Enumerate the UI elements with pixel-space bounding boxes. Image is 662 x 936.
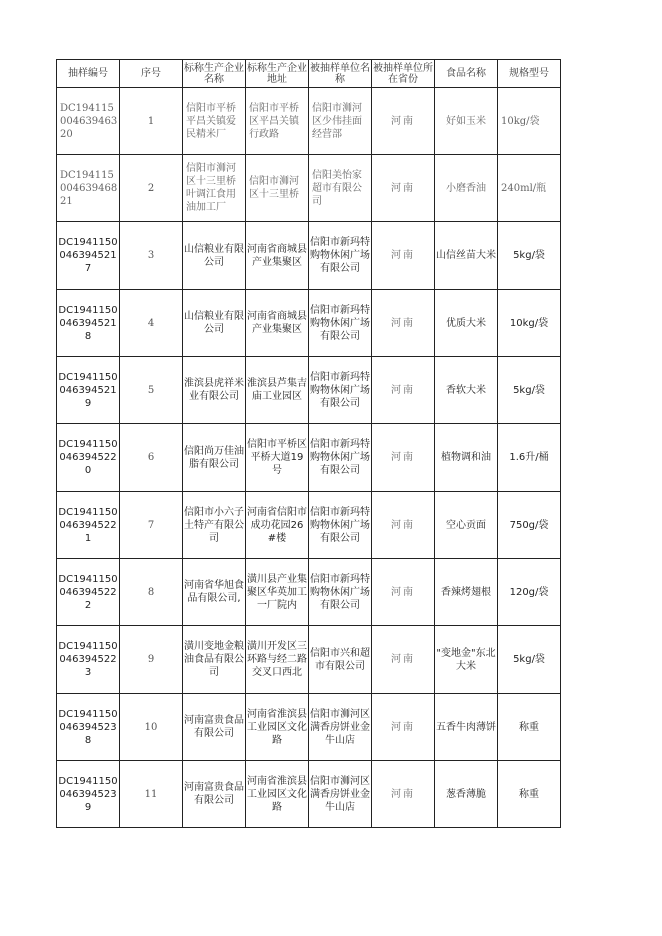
spec-cell: 120g/袋 [498, 559, 561, 626]
food-name-cell: 优质大米 [435, 290, 498, 357]
header-seq: 序号 [120, 60, 183, 88]
header-maker: 标称生产企业名称 [183, 60, 246, 88]
spec-cell: 5kg/袋 [498, 626, 561, 694]
maker-address-cell: 河南省淮滨县工业园区文化路 [246, 761, 309, 828]
seq-cell: 8 [120, 559, 183, 626]
seq-cell: 1 [120, 88, 183, 155]
table-row [57, 492, 561, 559]
table-row [57, 761, 561, 828]
seq-cell: 6 [120, 424, 183, 492]
sampled-unit-cell: 信阳美怡家超市有限公司 [309, 155, 372, 222]
food-name-cell: 植物调和油 [435, 424, 498, 492]
maker-cell: 信阳市浉河区十三里桥叶调江食用油加工厂 [183, 155, 246, 222]
header-sampled-unit: 被抽样单位名称 [309, 60, 372, 88]
seq-cell: 2 [120, 155, 183, 222]
sample-code-cell: DC1941150 0463945239 [57, 761, 120, 828]
spec-cell: 750g/袋 [498, 492, 561, 559]
province-cell: 河南 [372, 424, 435, 492]
table-row [57, 424, 561, 492]
spec-cell: 称重 [498, 694, 561, 761]
sampled-unit-cell: 信阳市兴和超市有限公司 [309, 626, 372, 694]
food-name-cell: 五香牛肉薄饼 [435, 694, 498, 761]
sample-code-cell: DC194115004639463 20 [57, 88, 120, 155]
seq-cell: 9 [120, 626, 183, 694]
table-row [57, 626, 561, 694]
sample-code-cell: DC1941150 0463945223 [57, 626, 120, 694]
maker-address-cell: 河南省淮滨县工业园区文化路 [246, 694, 309, 761]
table-row [57, 357, 561, 424]
spec-cell: 1.6升/桶 [498, 424, 561, 492]
maker-cell: 河南富贵食品有限公司 [183, 761, 246, 828]
food-name-cell: 葱香薄脆 [435, 761, 498, 828]
food-name-cell: 小磨香油 [435, 155, 498, 222]
sample-code-cell: DC1941150 0463945238 [57, 694, 120, 761]
maker-address-cell: 信阳市浉河区十三里桥 [246, 155, 309, 222]
food-name-cell: 好如玉米 [435, 88, 498, 155]
province-cell: 河南 [372, 357, 435, 424]
maker-cell: 淮滨县虎祥米业有限公司 [183, 357, 246, 424]
sampled-unit-cell: 信阳市浉河区满香房饼业金牛山店 [309, 694, 372, 761]
seq-cell: 11 [120, 761, 183, 828]
sampled-unit-cell: 信阳市浉河区满香房饼业金牛山店 [309, 761, 372, 828]
header-maker-address: 标称生产企业地址 [246, 60, 309, 88]
maker-cell: 信阳市小六子土特产有限公司 [183, 492, 246, 559]
header-province: 被抽样单位所在省份 [372, 60, 435, 88]
sampled-unit-cell: 信阳市新玛特购物休闲广场有限公司 [309, 222, 372, 290]
maker-cell: 信阳市平桥平昌关镇爱民精米厂 [183, 88, 246, 155]
sample-code-cell: DC1941150 0463945218 [57, 290, 120, 357]
seq-cell: 3 [120, 222, 183, 290]
table-row [57, 222, 561, 290]
maker-address-cell: 潢川县产业集聚区华英加工一厂院内 [246, 559, 309, 626]
province-cell: 河南 [372, 559, 435, 626]
maker-cell: 河南省华旭食品有限公司, [183, 559, 246, 626]
header-sample-code: 抽样编号 [57, 60, 120, 88]
spec-cell: 5kg/袋 [498, 357, 561, 424]
table-row [57, 290, 561, 357]
maker-address-cell: 潢川开发区三环路与经二路交叉口西北 [246, 626, 309, 694]
province-cell: 河南 [372, 761, 435, 828]
table-row [57, 694, 561, 761]
table-row [57, 88, 561, 155]
food-name-cell: 香辣烤翅根 [435, 559, 498, 626]
sample-code-cell: DC1941150 0463945222 [57, 559, 120, 626]
seq-cell: 7 [120, 492, 183, 559]
maker-address-cell: 信阳市平桥区平昌关镇行政路 [246, 88, 309, 155]
maker-address-cell: 河南省商城县产业集聚区 [246, 222, 309, 290]
province-cell: 河南 [372, 222, 435, 290]
sample-code-cell: DC194115004639468 21 [57, 155, 120, 222]
sample-code-cell: DC1941150 0463945220 [57, 424, 120, 492]
maker-cell: 山信粮业有限公司 [183, 290, 246, 357]
maker-address-cell: 信阳市平桥区平桥大道19号 [246, 424, 309, 492]
province-cell: 河南 [372, 290, 435, 357]
sampled-unit-cell: 信阳市浉河区少伟挂面经营部 [309, 88, 372, 155]
table-row [57, 559, 561, 626]
food-name-cell: 山信丝苗大米 [435, 222, 498, 290]
sampled-unit-cell: 信阳市新玛特购物休闲广场有限公司 [309, 492, 372, 559]
seq-cell: 5 [120, 357, 183, 424]
sampled-unit-cell: 信阳市新玛特购物休闲广场有限公司 [309, 424, 372, 492]
spec-cell: 10kg/袋 [498, 88, 561, 155]
maker-address-cell: 河南省商城县产业集聚区 [246, 290, 309, 357]
maker-cell: 潢川变地金粮油食品有限公司 [183, 626, 246, 694]
food-name-cell: 香软大米 [435, 357, 498, 424]
sampling-table [56, 59, 561, 828]
sampled-unit-cell: 信阳市新玛特购物休闲广场有限公司 [309, 290, 372, 357]
province-cell: 河南 [372, 155, 435, 222]
spec-cell: 5kg/袋 [498, 222, 561, 290]
header-spec: 规格型号 [498, 60, 561, 88]
maker-cell: 山信粮业有限公司 [183, 222, 246, 290]
sampled-unit-cell: 信阳市新玛特购物休闲广场有限公司 [309, 559, 372, 626]
sample-code-cell: DC1941150 0463945221 [57, 492, 120, 559]
province-cell: 河南 [372, 492, 435, 559]
maker-address-cell: 河南省信阳市成功花园26#楼 [246, 492, 309, 559]
spec-cell: 称重 [498, 761, 561, 828]
spec-cell: 10kg/袋 [498, 290, 561, 357]
maker-cell: 信阳尚万佳油脂有限公司 [183, 424, 246, 492]
sample-code-cell: DC1941150 0463945217 [57, 222, 120, 290]
header-food-name: 食品名称 [435, 60, 498, 88]
maker-cell: 河南富贵食品有限公司 [183, 694, 246, 761]
province-cell: 河南 [372, 626, 435, 694]
spec-cell: 240ml/瓶 [498, 155, 561, 222]
food-name-cell: 空心贡面 [435, 492, 498, 559]
seq-cell: 4 [120, 290, 183, 357]
table-row [57, 155, 561, 222]
sample-code-cell: DC1941150 0463945219 [57, 357, 120, 424]
province-cell: 河南 [372, 694, 435, 761]
province-cell: 河南 [372, 88, 435, 155]
seq-cell: 10 [120, 694, 183, 761]
maker-address-cell: 淮滨县芦集吉庙工业园区 [246, 357, 309, 424]
header-row [57, 60, 561, 88]
sampled-unit-cell: 信阳市新玛特购物休闲广场有限公司 [309, 357, 372, 424]
food-name-cell: "变地金"东北大米 [435, 626, 498, 694]
